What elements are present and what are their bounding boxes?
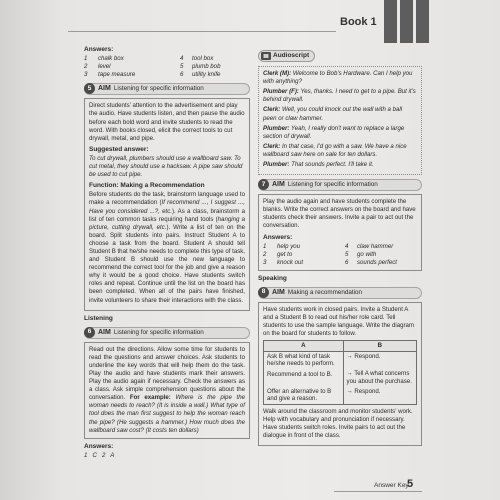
aim7-body: Play the audio again and have students complete the blanks. Write the correct answers on the board and have students check their answers. Invite a pair to act out the conversation.: [263, 198, 416, 230]
answer-text: tool box: [192, 55, 214, 63]
aim-heading-5: [84, 83, 250, 95]
answer-num: 2: [263, 250, 267, 258]
aim-number: 5: [84, 83, 95, 94]
aim-heading-7: [258, 179, 422, 191]
answer-text: knock out: [277, 258, 304, 266]
diagram-col-b: B: [343, 341, 416, 351]
script-line: Clerk: In that case, I'd go with a saw. We have a nice wallboard saw here on sale for ten dollars.: [263, 142, 407, 158]
answer-text: sounds perfect: [357, 258, 397, 266]
aim6-example: Where is the pipe the woman needs to reach? (It is inside a wall.) What type of tool does the man first suggest to help the woman reach the pipe? (He suggests a hammer.) How much does the wallboard saw cost? (It costs ten dollars): [89, 394, 245, 434]
listening-heading: Listening: [84, 314, 113, 322]
book-title: Book 1: [340, 16, 377, 28]
audio-icon: [261, 52, 271, 60]
aim-text: Listening for specific information: [113, 85, 204, 93]
script-line: Clerk (M): Welcome to Bob's Hardware. Can I help you with anything?: [263, 70, 413, 86]
aim-word: AIM: [272, 181, 285, 189]
arrow-right-icon: →: [346, 352, 353, 360]
function-label: Function: Making a Recommendation: [89, 182, 205, 190]
diagram-col-a: A: [264, 341, 344, 351]
answer-num: 4: [180, 55, 184, 63]
answers-list-3: [263, 243, 417, 267]
answer-num: 2: [84, 63, 88, 71]
audioscript-tag: [258, 50, 315, 62]
header-bar-3: [416, 0, 429, 43]
arrow-right-icon: →: [346, 387, 353, 395]
arrow-right-icon: →: [346, 370, 353, 378]
aim-number: 6: [84, 327, 95, 338]
aim-number: 8: [258, 287, 269, 298]
aim-heading-6: [84, 327, 250, 339]
answer-num: 3: [263, 258, 267, 266]
aim5-box: [84, 98, 250, 310]
right-column: [258, 50, 422, 446]
aim-word: AIM: [98, 85, 111, 93]
audioscript-box: [258, 66, 422, 175]
answer-text: chalk box: [98, 55, 124, 63]
answer-num: 3: [84, 71, 88, 79]
answer-num: 5: [180, 63, 184, 71]
page-number: 5: [407, 478, 414, 490]
aim-text: Making a recommendation: [287, 288, 363, 296]
answer-text: tape measure: [98, 71, 136, 79]
aim6-body: Read out the directions. Allow some time for students to read the questions and answer choices. Ask students to underline the key words that will help them do the task. Play the audio and have students mark their answers. Play the audio again if necessary. Check the answers as a class. Ask simple comprehension questions about the conversation.: [89, 345, 245, 402]
role-diagram: [263, 340, 417, 404]
aim6-example-label: For example:: [129, 394, 171, 402]
answer-text: help you: [277, 242, 301, 250]
diagram-cell: Ask B what kind of task he/she needs to perform. Recommend a tool to B. Offer an alternative to B and give a reason.: [264, 351, 344, 404]
script-line: Plumber: That sounds perfect. I'll take it.: [263, 161, 374, 169]
answer-text: level: [98, 63, 111, 71]
aim7-box: [258, 194, 422, 271]
answers-label-2: Answers:: [84, 442, 114, 450]
answers-label-3: Answers:: [263, 233, 293, 241]
header-rule: [68, 31, 336, 32]
answer-num: 1: [84, 55, 88, 63]
aim8-body: Have students work in closed pairs. Invite a Student A and a Student B to read out his/her role card. Tell students to use the sample language. Write the diagram on the board for students to follow.: [263, 305, 414, 338]
closing-text: Walk around the classroom and monitor students' work. Help with vocabulary and pronunciation if necessary. Have students switch roles. Invite pairs to act out the dialogue in front of the class.: [263, 407, 413, 440]
answer-num: 4: [345, 242, 349, 250]
footer-section: Answer Key: [374, 482, 409, 489]
aim-number: 7: [258, 179, 269, 190]
aim6-box: [84, 342, 250, 439]
suggested-label: Suggested answer:: [89, 145, 149, 153]
function-body: Before students do the task, brainstorm language used to make a recommendation (If recommend ..., I suggest ..., Have you considered ...?, etc.). As a class, brainstorm a list of ten common tasks requiring hand tools (hanging a picture, cutting drywall, etc.). Write a list of ten on the board. Split students into pairs. Instruct Student A to choose a task from the board. Student A should tell Student B that he/she needs to complete this type of task, and Student B should use the new language to recommend the correct tool for the job and give a reason why it would be a good choice. Have students switch roles and repeat. Continue until the list on the board has been completed. When all of the pairs have finished, invite volunteers to share their interactions with the class.: [89, 191, 245, 304]
aim5-body: Direct students' attention to the advertisement and play the audio. Have students listen, and then pause the audio before each bold word and invite students to read the word. With books closed, elicit the correct tools to cut drywall, metal, and pipe.: [89, 102, 245, 142]
header-bar-2: [400, 0, 413, 43]
answer-text: utility knife: [192, 71, 221, 79]
aim-text: Listening for specific information: [113, 328, 204, 336]
script-line: Plumber (F): Yes, thanks. I need to get to a pipe. But it's behind drywall.: [263, 88, 416, 104]
audioscript-label: Audioscript: [273, 51, 310, 59]
footer-rule: [334, 491, 422, 492]
aim-text: Listening for specific information: [287, 181, 378, 189]
left-column: [84, 43, 250, 460]
aim-word: AIM: [98, 328, 111, 336]
answers-list: [84, 55, 250, 79]
answer-num: 5: [345, 250, 349, 258]
aim8-box: [258, 302, 422, 446]
speaking-heading: Speaking: [258, 274, 287, 282]
header-bar-1: [384, 0, 397, 43]
diagram-cell: → Respond. → Tell A what concerns you about the purchase. → Respond.: [343, 351, 416, 404]
answer-text: plumb bob: [192, 63, 221, 71]
suggested-text: To cut drywall, plumbers should use a wallboard saw. To cut metal, they should use a hacksaw. A pipe saw should be used to cut pipe.: [89, 154, 243, 179]
answer-num: 1: [263, 242, 267, 250]
aim-heading-8: [258, 287, 422, 299]
aim-word: AIM: [272, 288, 285, 296]
answer-num: 6: [345, 258, 349, 266]
answers-2: 1 C 2 A: [84, 451, 115, 459]
answers-label: Answers:: [84, 46, 114, 53]
answer-text: go with: [357, 250, 377, 258]
answer-text: claw hammer: [357, 242, 394, 250]
script-line: Plumber: Yeah, I really don't want to replace a large section of drywall.: [263, 124, 405, 140]
answer-text: get to: [277, 250, 293, 258]
answer-num: 6: [180, 71, 184, 79]
script-line: Clerk: Well, you could knock out the wall with a ball peen or claw hammer.: [263, 106, 403, 122]
